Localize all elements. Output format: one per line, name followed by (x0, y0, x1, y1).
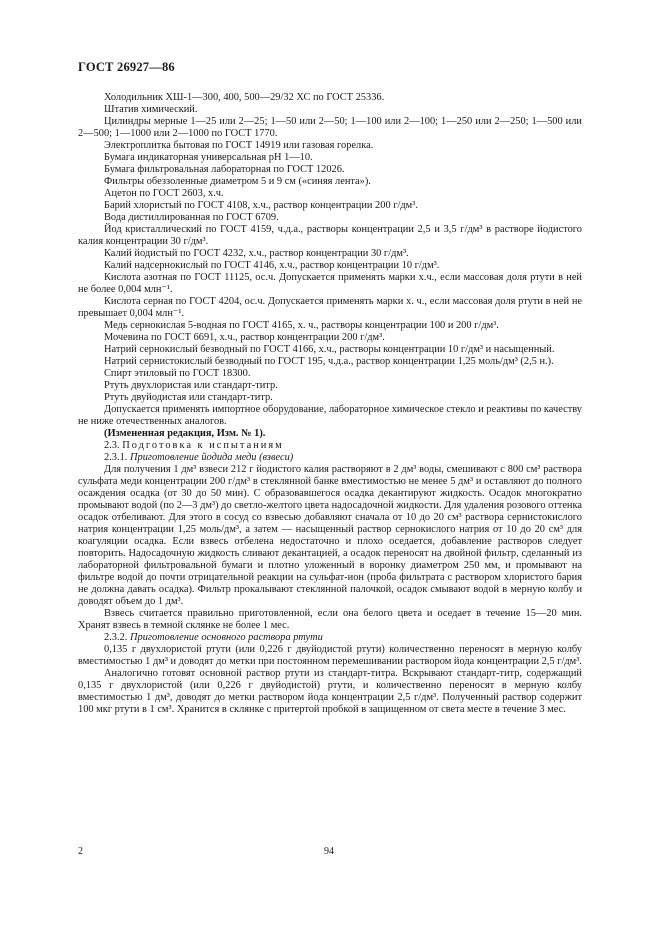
footer-page-number: 94 (324, 846, 334, 857)
paragraph: Вода дистиллированная по ГОСТ 6709. (104, 212, 279, 223)
paragraph: Аналогично готовят основной раствор ртути из стандарт-титра. Вскрывают стандарт-титр, содержащий 0,135 г двухлористой (или 0,226 г двуйодистой) ртути, и количественно переносят в мерную колбу вместимостью 1 дм³, доводят до метки раствором йода концентрации 2,5 г/дм³. Полученный раствор содержит 100 мкг ртути в 1 см³. Хранится в склянке с притертой пробкой в защищенном от света месте в течение 3 мес. (78, 668, 582, 715)
paragraph: Холодильник ХШ-1—300, 400, 500—29/32 ХС по ГОСТ 25336. (104, 92, 385, 103)
paragraph: Кислота азотная по ГОСТ 11125, ос.ч. Допускается применять марки х.ч., если массовая доля ртути в ней не более 0,004 млн⁻¹. (78, 272, 582, 295)
paragraph: Фильтры обеззоленные диаметром 5 и 9 см («синяя лента»). (104, 176, 371, 187)
paragraph: 0,135 г двухлористой ртути (или 0,226 г двуйодистой ртути) количественно переносят в мерную колбу вместимостью 1 дм³ и доводят до метки при постоянном перемешивании раствором йода концентрации 2,5 г/дм³. (78, 644, 582, 667)
paragraph: Электроплитка бытовая по ГОСТ 14919 или газовая горелка. (104, 140, 374, 151)
section-2-3-1-heading (78, 452, 582, 464)
paragraph: Натрий сернокислый безводный по ГОСТ 4166, х.ч., растворы концентрации 10 г/дм³ и насыщенный. (104, 344, 555, 355)
section-title: Подготовка к испытаниям (122, 440, 284, 451)
paragraph: Натрий сернистокислый безводный по ГОСТ 195, ч.д.а., раствор концентрации 1,25 моль/дм³ (2,5 н.). (104, 356, 554, 367)
paragraph: Допускается применять импортное оборудование, лабораторное химическое стекло и реактивы по качеству не ниже отечественных аналогов. (78, 404, 582, 427)
paragraph: Барий хлористый по ГОСТ 4108, х.ч., раствор концентрации 200 г/дм³. (104, 200, 418, 211)
document-body (78, 92, 582, 716)
section-2-3-2-heading (78, 632, 582, 644)
section-number: 2.3.2. (104, 632, 128, 643)
paragraph: Ртуть двуйодистая или стандарт-титр. (104, 392, 273, 403)
section-number: 2.3. (104, 440, 120, 451)
paragraph: Ацетон по ГОСТ 2603, х.ч. (104, 188, 224, 199)
paragraph: Ртуть двухлористая или стандарт-титр. (104, 380, 278, 391)
paragraph: Мочевина по ГОСТ 6691, х.ч., раствор концентрации 200 г/дм³. (104, 332, 385, 343)
paragraph: Кислота серная по ГОСТ 4204, ос.ч. Допускается применять марки х. ч., если массовая доля ртути в ней не превышает 0,004 млн⁻¹. (78, 296, 582, 319)
paragraph: Бумага фильтровальная лабораторная по ГОСТ 12026. (104, 164, 345, 175)
paragraph: Спирт этиловый по ГОСТ 18300. (104, 368, 251, 379)
paragraph: Калий йодистый по ГОСТ 4232, х.ч., раствор концентрации 30 г/дм³. (104, 248, 409, 259)
paragraph: Бумага индикаторная универсальная рН 1—10. (104, 152, 313, 163)
section-number: 2.3.1. (104, 452, 128, 463)
section-2-3-heading (78, 440, 582, 452)
section-title: Приготовление йодида меди (взвеси) (130, 452, 294, 463)
amendment-note: (Измененная редакция, Изм. № 1). (104, 428, 266, 439)
section-title: Приготовление основного раствора ртути (130, 632, 323, 643)
paragraph: Штатив химический. (104, 104, 198, 115)
footer-page-marker: 2 (78, 846, 83, 857)
paragraph: Цилиндры мерные 1—25 или 2—25; 1—50 или 2—50; 1—100 или 2—100; 1—250 или 2—250; 1—500 или 2—500; 1—1000 или 2—1000 по ГОСТ 1770. (78, 116, 582, 139)
paragraph: Взвесь считается правильно приготовленной, если она белого цвета и оседает в течение 15—20 мин. Хранят взвесь в темной склянке не более 1 мес. (78, 608, 582, 631)
paragraph: Калий надсернокислый по ГОСТ 4146, х.ч., раствор концентрации 10 г/дм³. (104, 260, 440, 271)
paragraph: Для получения 1 дм³ взвеси 212 г йодистого калия растворяют в 2 дм³ воды, смешивают с 800 см³ раствора сульфата меди концентрации 200 г/дм³ в стеклянной банке вместимостью не менее 5 дм³ и оставляют до полного осаждения осадка (от 30 до 50 мин). С образовавшегося осадка декантируют жидкость. Осадок многократно промывают водой (по 2—3 дм³) до светло-желтого цвета надосадочной жидкости. Для удаления розового оттенка осадок отбеливают. Для этого в сосуд со взвесью добавляют сначала от 10 до 20 см³ раствора сернистокислого натрия концентрации 1,25 моль/дм³, а затем — насыщенный раствор сернокислого натрия от 10 до 20 см³ для коагуляции осадка. Если взвесь отбелена недостаточно и плохо оседается, добавление растворов следует повторить. Надосадочную жидкость сливают декантацией, а осадок переносят на двойной фильтр, сделанный из лабораторной фильтровальной бумаги и плотно уложенный в воронку диаметром 250 мм, и промывают на фильтре водой до почти отрицательной реакции на сульфат-ион (проба фильтрата с раствором хлористого бария не должна давать осадка). Фильтр прокалывают стеклянной палочкой, осадок смывают водой в мерную колбу и доводят объем до 1 дм³. (78, 464, 582, 607)
paragraph: Медь сернокислая 5-водная по ГОСТ 4165, х. ч., растворы концентрации 100 и 200 г/дм³. (104, 320, 499, 331)
paragraph: Йод кристаллический по ГОСТ 4159, ч.д.а., растворы концентрации 2,5 и 3,5 г/дм³ в растворе йодистого калия концентрации 30 г/дм³. (78, 224, 582, 247)
document-header: ГОСТ 26927—86 (78, 60, 175, 74)
